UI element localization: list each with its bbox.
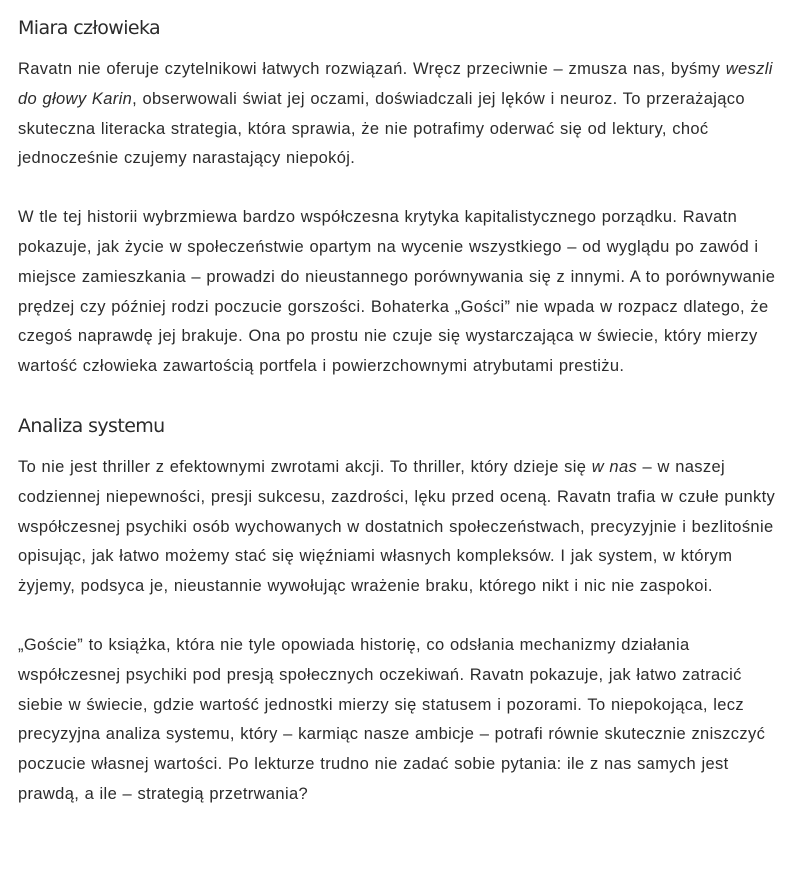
paragraph-text: To nie jest thriller z efektownymi zwrotami akcji. To thriller, który dzieje się [18, 457, 592, 476]
paragraph: „Goście” to książka, która nie tyle opowiada historię, co odsłania mechanizmy działania współczesnej psychiki pod presją społecznych oczekiwań. Ravatn pokazuje, jak łatwo zatracić siebie w świecie, gdzie wartość jednostki mierzy się statusem i pozorami. To niepokojąca, lecz precyzyjna analiza systemu, który – karmiąc nasze ambicje – potrafi równie skutecznie zniszczyć poczucie własnej wartości. Po lekturze trudno nie zadać sobie pytania: ile z nas samych jest prawdą, a ile – strategią przetrwania? [18, 635, 766, 803]
paragraph [18, 453, 785, 602]
paragraph: W tle tej historii wybrzmiewa bardzo współczesna krytyka kapitalistycznego porządku. Ravatn pokazuje, jak życie w społeczeństwie opartym na wycenie wszystkiego – od wyglądu po zawód i miejsce zamieszkania – prowadzi do nieustannego porównywania się z innymi. A to porównywanie prędzej czy później rodzi poczucie gorszości. Bohaterka „Gości” nie wpada w rozpacz dlatego, że czegoś naprawdę jej brakuje. Ona po prostu nie czuje się wystarczająca w świecie, który mierzy wartość człowieka zawartością portfela i powierzchownymi atrybutami prestiżu. [18, 208, 776, 376]
emphasized-text: w nas [591, 457, 638, 476]
article-body [18, 15, 785, 810]
paragraph-text: – w naszej codziennej niepewności, presji sukcesu, zazdrości, lęku przed oceną. Ravatn trafia w czułe punkty współczesnej psychiki osób wychowanych w dostatnich społeczeństwach, precyzyjnie i bezlitośnie opisując, jak łatwo możemy stać się więźniami własnych kompleksów. I jak system, w którym żyjemy, podsyca je, nieustannie wywołując wrażenie braku, którego nikt i nic nie zaspokoi. [18, 457, 776, 596]
paragraph [18, 55, 785, 174]
paragraph-text: Ravatn nie oferuje czytelnikowi łatwych rozwiązań. Wręcz przeciwnie – zmusza nas, byśmy [18, 60, 726, 78]
section-analiza-systemu [18, 413, 785, 810]
section-heading: Miara człowieka [18, 17, 161, 39]
section-miara-czlowieka [18, 15, 785, 382]
section-heading: Analiza systemu [18, 414, 165, 437]
emphasized-text: weszli do głowy Karin [18, 60, 773, 108]
paragraph-text: , obserwowali świat jej oczami, doświadczali jej lęków i neuroz. To przerażająco skuteczna literacka strategia, która sprawia, że nie potrafimy oderwać się od lektury, choć jednocześnie czujemy narastający niepokój. [18, 89, 745, 168]
